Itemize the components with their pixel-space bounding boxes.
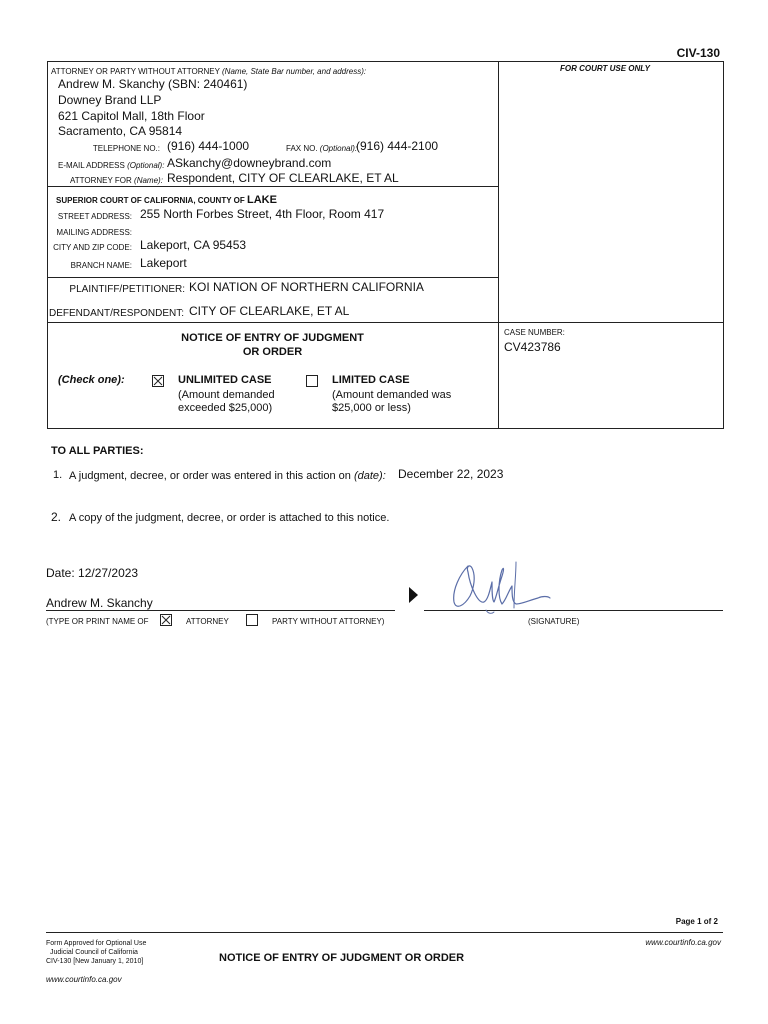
- fax-label: FAX NO. (Optional):: [286, 144, 358, 153]
- street-label: STREET ADDRESS:: [57, 212, 132, 221]
- attorney-heading: ATTORNEY OR PARTY WITHOUT ATTORNEY (Name, State Bar number, and address):: [51, 67, 367, 76]
- caption-divider: [498, 61, 499, 429]
- branch-value: Lakeport: [140, 256, 187, 270]
- court-heading: SUPERIOR COURT OF CALIFORNIA, COUNTY OF LAKE: [56, 194, 277, 206]
- form-id: CIV-130: [676, 46, 720, 60]
- item2-number: 2.: [51, 510, 62, 524]
- case-number-value: CV423786: [504, 340, 561, 354]
- defendant-value: CITY OF CLEARLAKE, ET AL: [189, 304, 350, 318]
- footer-url-right[interactable]: www.courtinfo.ca.gov: [645, 938, 721, 947]
- attorney-name: Andrew M. Skanchy (SBN: 240461): [58, 77, 248, 91]
- type-print-label: (TYPE OR PRINT NAME OF: [46, 617, 149, 626]
- unlimited-case-note2: exceeded $25,000): [178, 402, 273, 414]
- branch-label: BRANCH NAME:: [70, 261, 132, 270]
- name-rule: [46, 610, 395, 611]
- plaintiff-value: KOI NATION OF NORTHERN CALIFORNIA: [189, 280, 424, 294]
- court-use-label: FOR COURT USE ONLY: [560, 64, 650, 73]
- unlimited-case-checkbox[interactable]: [152, 375, 164, 387]
- email-label: E-MAIL ADDRESS (Optional):: [58, 161, 165, 170]
- unlimited-case-label: UNLIMITED CASE: [178, 374, 272, 386]
- attorney-checkbox[interactable]: [160, 614, 172, 626]
- judgment-date: December 22, 2023: [398, 467, 504, 481]
- footer-url-left[interactable]: www.courtinfo.ca.gov: [46, 975, 122, 984]
- printed-name: Andrew M. Skanchy: [46, 596, 153, 610]
- notice-title-line1: NOTICE OF ENTRY OF JUDGMENT: [181, 332, 364, 344]
- defendant-label: DEFENDANT/RESPONDENT:: [49, 308, 185, 319]
- footer-title: NOTICE OF ENTRY OF JUDGMENT OR ORDER: [219, 952, 465, 964]
- attorney-firm: Downey Brand LLP: [58, 93, 162, 107]
- mailing-label: MAILING ADDRESS:: [56, 228, 132, 237]
- attorney-street: 621 Capitol Mall, 18th Floor: [58, 109, 205, 123]
- form-approval: Form Approved for Optional Use Judicial Council of California CIV-130 [New January 1, 2010]: [46, 940, 147, 965]
- attorney-for-label: ATTORNEY FOR (Name):: [70, 176, 163, 185]
- telephone-label: TELEPHONE NO.:: [92, 144, 160, 153]
- notice-title-line2: OR ORDER: [242, 346, 303, 358]
- attorney-for-value: Respondent, CITY OF CLEARLAKE, ET AL: [167, 171, 399, 185]
- item2-text: A copy of the judgment, decree, or order is attached to this notice.: [69, 512, 390, 524]
- case-number-label: CASE NUMBER:: [504, 328, 565, 337]
- city-zip-value: Lakeport, CA 95453: [140, 238, 247, 252]
- limited-case-note2: $25,000 or less): [332, 402, 411, 414]
- limited-case-note1: (Amount demanded was: [332, 389, 452, 401]
- to-all-parties: TO ALL PARTIES:: [51, 445, 144, 457]
- rule-title: [47, 322, 724, 323]
- item1-number: 1.: [53, 469, 63, 481]
- footer-rule: [46, 932, 723, 933]
- unlimited-case-note1: (Amount demanded: [178, 389, 275, 401]
- item1-text: A judgment, decree, or order was entered in this action on (date):: [69, 470, 386, 482]
- arrow-pointer-icon: [408, 586, 420, 604]
- handwritten-signature-icon: [430, 552, 560, 618]
- telephone-value: (916) 444-1000: [167, 139, 250, 153]
- rule-parties: [47, 277, 498, 278]
- signature-label: (SIGNATURE): [528, 617, 580, 626]
- plaintiff-label: PLAINTIFF/PETITIONER:: [69, 284, 185, 295]
- page-number: Page 1 of 2: [675, 917, 718, 926]
- limited-case-label: LIMITED CASE: [332, 374, 410, 386]
- attorney-city: Sacramento, CA 95814: [58, 124, 183, 138]
- party-without-attorney-checkbox[interactable]: [246, 614, 258, 626]
- street-value: 255 North Forbes Street, 4th Floor, Room 417: [140, 207, 385, 221]
- party-option-label: PARTY WITHOUT ATTORNEY): [272, 617, 385, 626]
- fax-value: (916) 444-2100: [356, 139, 439, 153]
- rule-court: [47, 186, 498, 187]
- checkmark-x-icon: [161, 615, 171, 625]
- date-line: Date: 12/27/2023: [46, 566, 139, 580]
- checkmark-x-icon: [153, 376, 163, 386]
- check-one-label: (Check one):: [58, 374, 125, 386]
- limited-case-checkbox[interactable]: [306, 375, 318, 387]
- city-zip-label: CITY AND ZIP CODE:: [53, 243, 132, 252]
- attorney-option-label: ATTORNEY: [186, 617, 229, 626]
- email-value: ASkanchy@downeybrand.com: [167, 156, 332, 170]
